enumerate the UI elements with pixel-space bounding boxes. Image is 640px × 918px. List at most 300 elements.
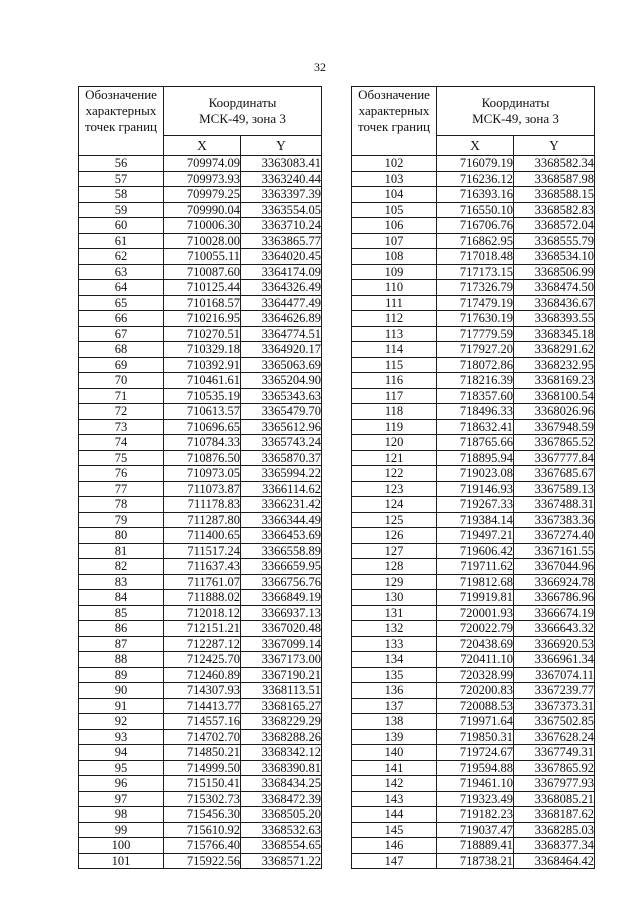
y-coordinate-cell: 3368026.96	[514, 404, 595, 420]
y-coordinate-cell: 3368582.34	[514, 156, 595, 172]
table-row	[352, 373, 595, 389]
coordinates-header	[437, 87, 595, 136]
y-coordinate-cell: 3366231.42	[241, 497, 322, 513]
x-column-header: X	[164, 136, 241, 156]
point-number-cell: 72	[79, 404, 164, 420]
point-designation-header	[79, 87, 164, 156]
point-number-cell: 79	[79, 512, 164, 528]
x-coordinate-cell: 710973.05	[164, 466, 241, 482]
y-coordinate-cell: 3368534.10	[514, 249, 595, 265]
y-coordinate-cell: 3368100.54	[514, 388, 595, 404]
x-coordinate-cell: 719323.49	[437, 791, 514, 807]
table-row	[352, 497, 595, 513]
table-row	[79, 156, 322, 172]
y-coordinate-cell: 3367628.24	[514, 729, 595, 745]
point-number-cell: 100	[79, 838, 164, 854]
x-coordinate-cell: 711073.87	[164, 481, 241, 497]
x-coordinate-cell: 709979.25	[164, 187, 241, 203]
table-row	[79, 342, 322, 358]
y-coordinate-cell: 3365612.96	[241, 419, 322, 435]
table-row	[79, 683, 322, 699]
table-row	[79, 822, 322, 838]
point-number-cell: 142	[352, 776, 437, 792]
point-number-cell: 108	[352, 249, 437, 265]
table-row	[79, 776, 322, 792]
x-coordinate-cell: 720200.83	[437, 683, 514, 699]
y-coordinate-cell: 3367074.11	[514, 667, 595, 683]
y-coordinate-cell: 3364326.49	[241, 280, 322, 296]
x-coordinate-cell: 715922.56	[164, 853, 241, 869]
point-number-cell: 111	[352, 295, 437, 311]
point-number-cell: 60	[79, 218, 164, 234]
point-number-cell: 128	[352, 559, 437, 575]
table-body-left	[79, 156, 322, 869]
point-number-cell: 120	[352, 435, 437, 451]
x-coordinate-cell: 718889.41	[437, 838, 514, 854]
point-number-cell: 88	[79, 652, 164, 668]
table-row	[352, 590, 595, 606]
table-row	[79, 187, 322, 203]
x-coordinate-cell: 710216.95	[164, 311, 241, 327]
table-row	[352, 326, 595, 342]
x-coordinate-cell: 710696.65	[164, 419, 241, 435]
coordinates-header	[164, 87, 322, 136]
y-coordinate-cell: 3368229.29	[241, 714, 322, 730]
table-row	[352, 636, 595, 652]
point-number-cell: 83	[79, 574, 164, 590]
x-coordinate-cell: 720022.79	[437, 621, 514, 637]
x-coordinate-cell: 712460.89	[164, 667, 241, 683]
point-number-cell: 131	[352, 605, 437, 621]
table-row	[79, 652, 322, 668]
x-coordinate-cell: 719182.23	[437, 807, 514, 823]
point-number-cell: 66	[79, 311, 164, 327]
x-coordinate-cell: 710461.61	[164, 373, 241, 389]
y-coordinate-cell: 3368187.62	[514, 807, 595, 823]
y-column-header: Y	[241, 136, 322, 156]
table-row	[79, 745, 322, 761]
point-number-cell: 105	[352, 202, 437, 218]
point-number-cell: 102	[352, 156, 437, 172]
table-row	[79, 404, 322, 420]
x-coordinate-cell: 718357.60	[437, 388, 514, 404]
x-coordinate-cell: 710125.44	[164, 280, 241, 296]
y-coordinate-cell: 3363083.41	[241, 156, 322, 172]
point-number-cell: 103	[352, 171, 437, 187]
table-row	[352, 357, 595, 373]
point-number-cell: 74	[79, 435, 164, 451]
table-body-right	[352, 156, 595, 869]
point-number-cell: 70	[79, 373, 164, 389]
table-row	[79, 760, 322, 776]
x-coordinate-cell: 719812.68	[437, 574, 514, 590]
point-number-cell: 132	[352, 621, 437, 637]
y-coordinate-cell: 3367502.85	[514, 714, 595, 730]
table-row	[79, 621, 322, 637]
point-number-cell: 140	[352, 745, 437, 761]
table-row	[352, 233, 595, 249]
table-row	[352, 667, 595, 683]
point-number-cell: 114	[352, 342, 437, 358]
y-coordinate-cell: 3368232.95	[514, 357, 595, 373]
table-row	[79, 590, 322, 606]
table-row	[352, 311, 595, 327]
table-row	[79, 466, 322, 482]
point-number-cell: 82	[79, 559, 164, 575]
y-coordinate-cell: 3367977.93	[514, 776, 595, 792]
x-coordinate-cell: 717630.19	[437, 311, 514, 327]
point-number-cell: 146	[352, 838, 437, 854]
point-number-cell: 101	[79, 853, 164, 869]
point-number-cell: 93	[79, 729, 164, 745]
y-coordinate-cell: 3368587.98	[514, 171, 595, 187]
x-coordinate-cell: 718765.66	[437, 435, 514, 451]
table-row	[352, 574, 595, 590]
y-coordinate-cell: 3368291.62	[514, 342, 595, 358]
x-column-header: X	[437, 136, 514, 156]
table-row	[352, 342, 595, 358]
x-coordinate-cell: 710168.57	[164, 295, 241, 311]
x-coordinate-cell: 712425.70	[164, 652, 241, 668]
coordinates-table-right	[351, 86, 595, 869]
y-coordinate-cell: 3368377.34	[514, 838, 595, 854]
point-number-cell: 141	[352, 760, 437, 776]
x-coordinate-cell: 717479.19	[437, 295, 514, 311]
coords-header-line: МСК-49, зона 3	[199, 111, 286, 127]
y-coordinate-cell: 3366114.62	[241, 481, 322, 497]
coords-header-line: МСК-49, зона 3	[472, 111, 559, 127]
table-row	[352, 249, 595, 265]
point-number-cell: 112	[352, 311, 437, 327]
y-coordinate-cell: 3366344.49	[241, 512, 322, 528]
y-coordinate-cell: 3368588.15	[514, 187, 595, 203]
x-coordinate-cell: 709990.04	[164, 202, 241, 218]
x-coordinate-cell: 720088.53	[437, 698, 514, 714]
x-coordinate-cell: 711517.24	[164, 543, 241, 559]
point-number-cell: 77	[79, 481, 164, 497]
point-number-cell: 71	[79, 388, 164, 404]
point-number-cell: 137	[352, 698, 437, 714]
x-coordinate-cell: 711178.83	[164, 497, 241, 513]
y-coordinate-cell: 3367190.21	[241, 667, 322, 683]
table-row	[79, 295, 322, 311]
table-row	[352, 776, 595, 792]
y-coordinate-cell: 3368464.42	[514, 853, 595, 869]
table-row	[352, 264, 595, 280]
x-coordinate-cell: 716862.95	[437, 233, 514, 249]
table-row	[79, 202, 322, 218]
table-row	[352, 698, 595, 714]
y-coordinate-cell: 3368288.26	[241, 729, 322, 745]
y-coordinate-cell: 3368390.81	[241, 760, 322, 776]
table-row	[352, 404, 595, 420]
point-number-cell: 73	[79, 419, 164, 435]
point-number-cell: 85	[79, 605, 164, 621]
table-row	[352, 559, 595, 575]
x-coordinate-cell: 714307.93	[164, 683, 241, 699]
y-coordinate-cell: 3368342.12	[241, 745, 322, 761]
point-number-cell: 104	[352, 187, 437, 203]
point-number-cell: 121	[352, 450, 437, 466]
table-row	[352, 605, 595, 621]
y-coordinate-cell: 3368532.63	[241, 822, 322, 838]
point-number-cell: 126	[352, 528, 437, 544]
y-coordinate-cell: 3366756.76	[241, 574, 322, 590]
x-coordinate-cell: 711761.07	[164, 574, 241, 590]
y-coordinate-cell: 3368113.51	[241, 683, 322, 699]
y-coordinate-cell: 3365204.90	[241, 373, 322, 389]
x-coordinate-cell: 719850.31	[437, 729, 514, 745]
point-number-cell: 76	[79, 466, 164, 482]
point-number-cell: 57	[79, 171, 164, 187]
point-number-cell: 130	[352, 590, 437, 606]
point-number-cell: 143	[352, 791, 437, 807]
x-coordinate-cell: 711637.43	[164, 559, 241, 575]
y-coordinate-cell: 3368571.22	[241, 853, 322, 869]
y-coordinate-cell: 3368285.03	[514, 822, 595, 838]
y-coordinate-cell: 3367020.48	[241, 621, 322, 637]
point-number-cell: 115	[352, 357, 437, 373]
y-coordinate-cell: 3368434.25	[241, 776, 322, 792]
table-row	[352, 838, 595, 854]
y-coordinate-cell: 3367749.31	[514, 745, 595, 761]
point-number-cell: 91	[79, 698, 164, 714]
x-coordinate-cell: 718216.39	[437, 373, 514, 389]
point-number-cell: 129	[352, 574, 437, 590]
x-coordinate-cell: 719023.08	[437, 466, 514, 482]
table-row	[79, 388, 322, 404]
x-coordinate-cell: 712018.12	[164, 605, 241, 621]
y-column-header: Y	[514, 136, 595, 156]
y-coordinate-cell: 3368169.23	[514, 373, 595, 389]
point-number-cell: 107	[352, 233, 437, 249]
table-row	[352, 388, 595, 404]
table-row	[352, 171, 595, 187]
point-number-cell: 58	[79, 187, 164, 203]
x-coordinate-cell: 715766.40	[164, 838, 241, 854]
x-coordinate-cell: 718738.21	[437, 853, 514, 869]
table-row	[352, 512, 595, 528]
table-row	[352, 481, 595, 497]
point-number-cell: 113	[352, 326, 437, 342]
y-coordinate-cell: 3368436.67	[514, 295, 595, 311]
x-coordinate-cell: 720411.10	[437, 652, 514, 668]
x-coordinate-cell: 720438.69	[437, 636, 514, 652]
table-row	[352, 621, 595, 637]
y-coordinate-cell: 3366453.69	[241, 528, 322, 544]
table-row	[79, 791, 322, 807]
point-number-cell: 136	[352, 683, 437, 699]
x-coordinate-cell: 718496.33	[437, 404, 514, 420]
point-number-cell: 147	[352, 853, 437, 869]
x-coordinate-cell: 719497.21	[437, 528, 514, 544]
table-row	[79, 233, 322, 249]
table-row	[79, 373, 322, 389]
x-coordinate-cell: 717927.20	[437, 342, 514, 358]
y-coordinate-cell: 3367099.14	[241, 636, 322, 652]
x-coordinate-cell: 719711.62	[437, 559, 514, 575]
point-number-cell: 81	[79, 543, 164, 559]
table-row	[352, 218, 595, 234]
table-row	[79, 605, 322, 621]
x-coordinate-cell: 710784.33	[164, 435, 241, 451]
table-row	[79, 543, 322, 559]
x-coordinate-cell: 718072.86	[437, 357, 514, 373]
point-number-cell: 92	[79, 714, 164, 730]
table-row	[352, 187, 595, 203]
x-coordinate-cell: 719461.10	[437, 776, 514, 792]
point-number-cell: 67	[79, 326, 164, 342]
y-coordinate-cell: 3365994.22	[241, 466, 322, 482]
x-coordinate-cell: 717173.15	[437, 264, 514, 280]
point-number-cell: 119	[352, 419, 437, 435]
x-coordinate-cell: 714702.70	[164, 729, 241, 745]
table-row	[79, 807, 322, 823]
y-coordinate-cell: 3364774.51	[241, 326, 322, 342]
y-coordinate-cell: 3368165.27	[241, 698, 322, 714]
table-row	[79, 419, 322, 435]
x-coordinate-cell: 712287.12	[164, 636, 241, 652]
x-coordinate-cell: 714413.77	[164, 698, 241, 714]
point-number-cell: 117	[352, 388, 437, 404]
y-coordinate-cell: 3366674.19	[514, 605, 595, 621]
point-number-cell: 68	[79, 342, 164, 358]
point-number-cell: 59	[79, 202, 164, 218]
table-row	[352, 853, 595, 869]
table-row	[352, 543, 595, 559]
point-number-cell: 116	[352, 373, 437, 389]
x-coordinate-cell: 709973.93	[164, 171, 241, 187]
point-number-cell: 124	[352, 497, 437, 513]
table-row	[352, 745, 595, 761]
table-row	[352, 822, 595, 838]
point-number-cell: 80	[79, 528, 164, 544]
y-coordinate-cell: 3366659.95	[241, 559, 322, 575]
table-row	[79, 729, 322, 745]
y-coordinate-cell: 3366937.13	[241, 605, 322, 621]
y-coordinate-cell: 3363397.39	[241, 187, 322, 203]
point-number-cell: 122	[352, 466, 437, 482]
y-coordinate-cell: 3367488.31	[514, 497, 595, 513]
y-coordinate-cell: 3368572.04	[514, 218, 595, 234]
x-coordinate-cell: 710329.18	[164, 342, 241, 358]
y-coordinate-cell: 3368472.39	[241, 791, 322, 807]
y-coordinate-cell: 3366924.78	[514, 574, 595, 590]
x-coordinate-cell: 719606.42	[437, 543, 514, 559]
point-number-cell: 134	[352, 652, 437, 668]
point-number-cell: 61	[79, 233, 164, 249]
point-number-cell: 86	[79, 621, 164, 637]
table-row	[79, 218, 322, 234]
point-number-cell: 98	[79, 807, 164, 823]
y-coordinate-cell: 3368474.50	[514, 280, 595, 296]
table-row	[79, 249, 322, 265]
x-coordinate-cell: 719724.67	[437, 745, 514, 761]
table-row	[352, 652, 595, 668]
x-coordinate-cell: 719384.14	[437, 512, 514, 528]
point-number-cell: 89	[79, 667, 164, 683]
x-coordinate-cell: 716706.76	[437, 218, 514, 234]
x-coordinate-cell: 717326.79	[437, 280, 514, 296]
point-number-cell: 94	[79, 745, 164, 761]
y-coordinate-cell: 3365343.63	[241, 388, 322, 404]
point-number-cell: 133	[352, 636, 437, 652]
point-number-cell: 87	[79, 636, 164, 652]
table-row	[352, 683, 595, 699]
table-row	[79, 714, 322, 730]
table-row	[79, 838, 322, 854]
y-coordinate-cell: 3368345.18	[514, 326, 595, 342]
point-designation-header	[352, 87, 437, 156]
table-row	[352, 729, 595, 745]
x-coordinate-cell: 716393.16	[437, 187, 514, 203]
x-coordinate-cell: 716236.12	[437, 171, 514, 187]
y-coordinate-cell: 3368393.55	[514, 311, 595, 327]
y-coordinate-cell: 3366849.19	[241, 590, 322, 606]
point-number-cell: 99	[79, 822, 164, 838]
point-number-cell: 125	[352, 512, 437, 528]
point-header-line: характерных	[85, 103, 157, 118]
x-coordinate-cell: 710270.51	[164, 326, 241, 342]
table-row	[352, 280, 595, 296]
x-coordinate-cell: 720001.93	[437, 605, 514, 621]
point-number-cell: 127	[352, 543, 437, 559]
y-coordinate-cell: 3367044.96	[514, 559, 595, 575]
x-coordinate-cell: 719146.93	[437, 481, 514, 497]
table-row	[352, 807, 595, 823]
x-coordinate-cell: 712151.21	[164, 621, 241, 637]
y-coordinate-cell: 3367239.77	[514, 683, 595, 699]
table-row	[352, 466, 595, 482]
table-row	[79, 326, 322, 342]
x-coordinate-cell: 720328.99	[437, 667, 514, 683]
y-coordinate-cell: 3367274.40	[514, 528, 595, 544]
table-row	[79, 853, 322, 869]
x-coordinate-cell: 714999.50	[164, 760, 241, 776]
x-coordinate-cell: 710055.11	[164, 249, 241, 265]
table-row	[352, 202, 595, 218]
table-row	[79, 667, 322, 683]
y-coordinate-cell: 3367383.36	[514, 512, 595, 528]
table-row	[352, 528, 595, 544]
table-row	[352, 295, 595, 311]
point-number-cell: 64	[79, 280, 164, 296]
point-number-cell: 84	[79, 590, 164, 606]
point-number-cell: 62	[79, 249, 164, 265]
y-coordinate-cell: 3367373.31	[514, 698, 595, 714]
x-coordinate-cell: 710006.30	[164, 218, 241, 234]
x-coordinate-cell: 710876.50	[164, 450, 241, 466]
y-coordinate-cell: 3367948.59	[514, 419, 595, 435]
point-header-line: характерных	[358, 103, 430, 118]
point-number-cell: 96	[79, 776, 164, 792]
y-coordinate-cell: 3364174.09	[241, 264, 322, 280]
y-coordinate-cell: 3366558.89	[241, 543, 322, 559]
point-number-cell: 118	[352, 404, 437, 420]
y-coordinate-cell: 3367173.00	[241, 652, 322, 668]
y-coordinate-cell: 3367161.55	[514, 543, 595, 559]
table-row	[79, 311, 322, 327]
table-row	[79, 698, 322, 714]
coordinates-table-left	[78, 86, 322, 869]
table-row	[79, 497, 322, 513]
point-number-cell: 109	[352, 264, 437, 280]
y-coordinate-cell: 3368085.21	[514, 791, 595, 807]
x-coordinate-cell: 710392.91	[164, 357, 241, 373]
x-coordinate-cell: 714850.21	[164, 745, 241, 761]
y-coordinate-cell: 3363865.77	[241, 233, 322, 249]
point-number-cell: 97	[79, 791, 164, 807]
